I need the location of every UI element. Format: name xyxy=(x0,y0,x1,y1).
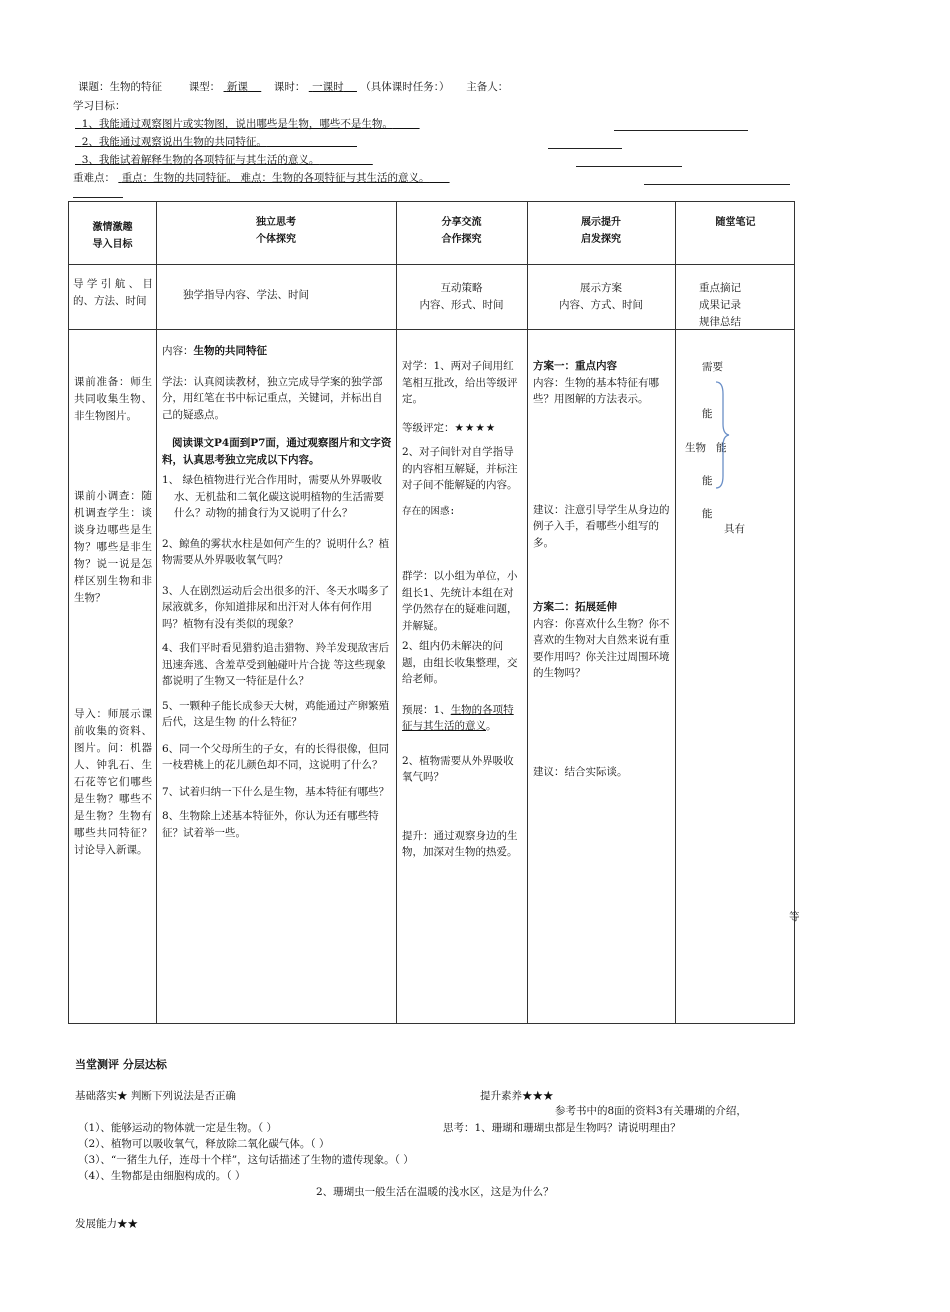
header-col-1: 激情激趣 导入目标 xyxy=(92,222,133,250)
plan-1-text: 内容：生物的基本特征有哪些？用图解的方法表示。 xyxy=(533,376,659,405)
advice-2: 建议：结合实际谈。 xyxy=(533,765,628,778)
cooperative-study xyxy=(402,358,524,865)
goals-title: 学习目标： xyxy=(73,100,126,112)
method-text: 学法：认真阅读教材，独立完成导学案的独学部分，用红笔在书中标记重点，关键词，并标出自己的疑惑点。 xyxy=(162,375,383,421)
note-can-1: 能 xyxy=(702,408,713,420)
reading-instruction: 阅读课文P4面到P7面，通过观察图片和文字资料，认真思考独立完成以下内容。 xyxy=(162,437,392,466)
guide-col-3: 互动策略 内容、形式、时间 xyxy=(419,282,504,311)
raise-reference: 参考书中的8面的资料3有关珊瑚的介绍， xyxy=(555,1105,747,1117)
header-col-5: 随堂笔记 xyxy=(715,217,756,228)
question-6: 6、同一个父母所生的子女，有的长得很像，但同一枝碧桃上的花儿颜色却不同，这说明了什么？ xyxy=(162,742,390,771)
plan-2-text: 内容：你喜欢什么生物？你不喜欢的生物对大自然来说有重要作用吗？你关注过周围环境的生物吗？ xyxy=(533,617,670,679)
plan-2-title: 方案二：拓展延伸 xyxy=(533,601,617,613)
lesson-table xyxy=(68,201,800,1024)
question-7: 7、试着归纳一下什么是生物，基本特征有哪些？ xyxy=(162,785,390,798)
think-question-2: 2、珊瑚虫一般生活在温暖的浅水区，这是为什么？ xyxy=(316,1186,554,1198)
grade-eval: 等级评定：★★★★ xyxy=(402,421,497,434)
goal-3: 3、我能试着解释生物的各项特征与其生活的意义。 xyxy=(81,154,320,166)
note-have: 具有 xyxy=(724,523,745,535)
raise-title: 提升素养★★★ xyxy=(480,1090,554,1102)
plants-question: 2、植物需要从外界吸收氧气吗？ xyxy=(402,754,514,783)
judge-item-2: （2）、植物可以吸收氧气，释放除二氧化碳气体。（ ） xyxy=(78,1138,330,1150)
note-organism: 生物 xyxy=(685,442,706,454)
guide-col-5: 重点摘记 成果记录 规律总结 xyxy=(699,282,741,328)
key-label: 重难点： xyxy=(73,172,115,184)
brace-icon xyxy=(712,380,730,490)
goal-2: 2、我能通过观察说出生物的共同特征。 xyxy=(81,136,267,148)
blank-line xyxy=(576,166,682,167)
question-1: 1、 绿色植物进行光合作用时，需要从外界吸收水、无机盐和二氧化碳这说明植物的生活需要什么？动物的捕食行为又说明了什么？ xyxy=(162,474,384,519)
judge-item-4: （4）、生物都是由细胞构成的。（ ） xyxy=(78,1170,246,1182)
judge-item-3: （3）、“一猪生九仔，连母十个样”，这句话描述了生物的遗传现象。（ ） xyxy=(78,1154,414,1166)
header-col-2: 独立思考 个体探究 xyxy=(256,217,296,245)
preview-text: 预展：1、生物的各项特征与其生活的意义。 xyxy=(402,703,514,732)
question-3: 3、人在剧烈运动后会出很多的汗、冬天水喝多了尿液就多，你知道排尿和出汗对人体有何作用吗？植物有没有类似的现象？ xyxy=(162,584,390,630)
note-etc: 等 xyxy=(789,911,800,923)
guide-col-2: 独学指导内容、学法、时间 xyxy=(183,289,309,301)
key-text: 重点：生物的共同特征。 难点：生物的各项特征与其生活的意义。 xyxy=(121,172,430,184)
think-question-1: 思考：1、珊瑚和珊瑚虫都是生物吗？请说明理由？ xyxy=(443,1122,681,1134)
prep-text: 课前准备：师生共同收集生物、非生物图片。 xyxy=(74,376,152,422)
group-study-text: 群学：以小组为单位，小组长1、先统计本组在对学仍然存在的疑难问题，并解疑。 xyxy=(402,570,518,632)
basic-title: 基础落实★ 判断下列说法是否正确 xyxy=(75,1090,236,1102)
question-2: 2、鲸鱼的雾状水柱是如何产生的？说明什么？植物需要从外界吸收氧气吗？ xyxy=(162,537,390,566)
develop-title: 发展能力★★ xyxy=(75,1218,138,1230)
raise-text: 提升：通过观察身边的生物，加深对生物的热爱。 xyxy=(402,829,518,858)
judge-item-1: （1）、能够运动的物体就一定是生物。（ ） xyxy=(78,1122,278,1134)
blank-line xyxy=(73,197,123,198)
task-label: （具体课时任务：） xyxy=(360,81,450,93)
guide-col-4: 展示方案 内容、方式、时间 xyxy=(559,282,643,311)
header-col-4: 展示提升 启发探究 xyxy=(581,217,621,245)
confusion-label: 存在的困惑: xyxy=(402,505,456,517)
blank-line xyxy=(614,130,748,131)
group-study-2: 2、组内仍未解决的问题，由组长收集整理，交给老师。 xyxy=(402,640,518,685)
type-value: 新课 xyxy=(226,81,248,93)
test-title: 当堂测评 分层达标 xyxy=(75,1058,167,1071)
intro-text: 导入：师展示课前收集的资料、图片。问：机器人、钟乳石、生石花等它们哪些是生物？哪些不是生物？生物有哪些共同特征？讨论导入新课。 xyxy=(74,708,152,856)
type-label: 课型： xyxy=(188,81,221,93)
note-can-2: 能 xyxy=(716,442,727,454)
hours-value: 一课时 xyxy=(312,81,344,93)
survey-text: 课前小调查：随机调查学生：谈谈身边哪些是生物？哪些是非生物？说一说是怎样区别生物和非生物？ xyxy=(74,490,152,604)
blank-line xyxy=(548,148,622,149)
pair-study-2: 2、对子间针对自学指导的内容相互解疑，并标注对子间不能解疑的内容。 xyxy=(402,446,518,491)
note-need: 需要 xyxy=(702,361,723,373)
hours-label: 课时： xyxy=(273,81,306,93)
question-4: 4、我们平时看见猎豹追击猎物、羚羊发现敌害后迅速奔逃、含羞草受到触碰叶片合拢 等这些现象都说明了生物又一特征是什么？ xyxy=(162,642,390,687)
question-8: 8、生物除上述基本特征外，你认为还有哪些特征？试着举一些。 xyxy=(162,810,379,839)
independent-study: 内容：生物的共同特征 学法：认真阅读教材，独立完成导学案的独学部分，用红笔在书中标记重点，关键词，并标出自己的疑惑点。 阅读课文P4面到P7面，通过观察图片和文字资料，认真思考独立完成以下内容。 1、 绿色植物进行光合作用时，需要从外界吸收水、无机盐和二氧化碳这说明植物的生活需要什么？动物的捕食行为又说明了什么？ 2、鲸鱼的雾状水柱是如何产生的？说明什么？植物需要从外界吸收氧气吗？ 3、人在剧烈运动后会出很多的汗、冬天水喝多了尿液就多，你知道排尿和出汗对人体有何作用吗？植物有没有类似的现象？ 4、我们平时看见猎豹追击猎物、羚羊发现敌害后迅速奔逃、含羞草受到触碰叶片合拢 等这些现象都说明了生物又一特征是什么？ 5、一颗种子能长成参天大树，鸡能通过产卵繁殖后代，这是生物 的什么特征？ 6、同一个父母所生的子女，有的长得很像，但同一枝碧桃上的花儿颜色却不同，这说明了什么？ 7、试着归纳一下什么是生物，基本特征有哪些？ 8、生物除上述基本特征外，你认为还有哪些特征？试着举一些。 xyxy=(162,343,392,845)
note-can-3: 能 xyxy=(702,475,713,487)
lesson-meta-line xyxy=(78,80,508,96)
advice-1: 建议：注意引导学生从身边的例子入手，看哪些小组写的多。 xyxy=(533,503,670,549)
presentation-plans xyxy=(533,358,671,784)
grade-stars: ★★★★ xyxy=(454,421,497,434)
header-col-3: 分享交流 合作探究 xyxy=(441,217,482,245)
preparer-label: 主备人： xyxy=(466,81,509,93)
question-5: 5、一颗种子能长成参天大树，鸡能通过产卵繁殖后代，这是生物 的什么特征？ xyxy=(162,699,390,728)
key-points xyxy=(73,171,450,187)
guide-col-1: 导学引航、目的、方法、时间 xyxy=(73,278,153,307)
goal-1: 1、我能通过观察图片或实物图，说出哪些是生物，哪些不是生物。 xyxy=(81,118,393,130)
topic-label: 课题：生物的特征 xyxy=(78,81,162,93)
plan-1-title: 方案一：重点内容 xyxy=(533,360,617,372)
pair-study-text: 对学：1、两对子间用红笔相互批改，给出等级评定。 xyxy=(402,360,518,405)
note-can-4: 能 xyxy=(702,508,713,520)
blank-line xyxy=(644,184,790,185)
